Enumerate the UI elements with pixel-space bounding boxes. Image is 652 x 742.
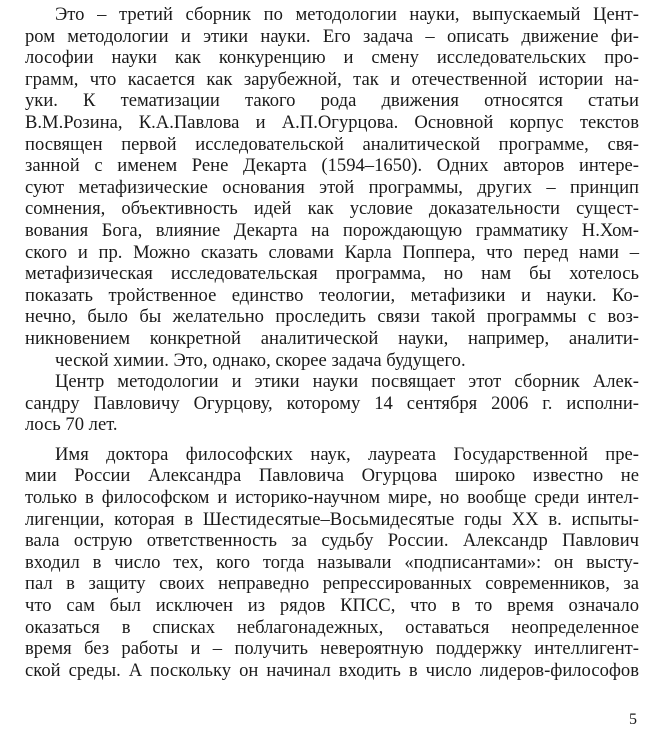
- text-line: мии России Александра Павловича Огурцова широко известно не: [25, 465, 639, 487]
- text-line: сомнения, объективность идей как условие доказательности сущест-: [25, 198, 639, 220]
- text-line: пал в защиту своих неправедно репрессированных современников, за: [25, 573, 639, 595]
- paragraph-intro: [25, 4, 639, 371]
- text-line: никновением конкретной аналитической науки, например, аналити-: [25, 327, 639, 349]
- text-line: только в философском и историко-научном мире, но вообще среди интел-: [25, 487, 639, 509]
- text-line: лось 70 лет.: [25, 414, 118, 436]
- text-line: время без работы и – получить невероятную поддержку интеллигент-: [25, 638, 639, 660]
- text-line: занной с именем Рене Декарта (1594–1650). Одних авторов интере-: [25, 155, 639, 177]
- paragraph-dedication: [25, 371, 639, 436]
- text-line: входил в число тех, кого тогда называли «подписантами»: он высту-: [25, 551, 639, 573]
- text-line: вала острую ответственность за судьбу России. Александр Павлович: [25, 530, 639, 552]
- text-line: сандру Павловичу Огурцову, которому 14 сентября 2006 г. исполни-: [25, 392, 639, 414]
- text-line: ского и пр. Можно сказать словами Карла Поппера, что перед нами –: [25, 241, 639, 263]
- text-body: [25, 4, 639, 681]
- text-line: суют метафизические основания этой программы, других – принцип: [25, 176, 639, 198]
- paragraph-gap: [25, 436, 639, 444]
- text-line: что сам был исключен из рядов КПСС, что в то время означало: [25, 595, 639, 617]
- text-line: ской среды. А поскольку он начинал входить в число лидеров-философов: [25, 659, 639, 681]
- text-line: Имя доктора философских наук, лауреата Государственной пре-: [55, 443, 639, 465]
- text-line: показать тройственное единство теологии, метафизики и науки. Ко-: [25, 284, 639, 306]
- text-line: метафизическая исследовательская программа, но нам бы хотелось: [25, 263, 639, 285]
- text-line: грамм, что касается как зарубежной, так и отечественной истории на-: [25, 68, 639, 90]
- text-line: ром методологии и этики науки. Его задача – описать движение фи-: [25, 25, 639, 47]
- text-line: нечно, было бы желательно проследить связи такой программы с воз-: [25, 306, 639, 328]
- text-line: посвящен первой исследовательской аналитической программе, свя-: [25, 133, 639, 155]
- text-line: лигенции, которая в Шестидесятые–Восьмидесятые годы XX в. испыты-: [25, 508, 639, 530]
- text-line: лософии науки как конкуренцию и смену исследовательских про-: [25, 47, 639, 69]
- text-line: вования Бога, влияние Декарта на порождающую грамматику Н.Хом-: [25, 219, 639, 241]
- page-number: 5: [629, 711, 637, 728]
- text-line: ческой химии. Это, однако, скорее задача будущего.: [55, 349, 466, 371]
- text-line: В.М.Розина, К.А.Павлова и А.П.Огурцова. Основной корпус текстов: [25, 111, 639, 133]
- text-line: Центр методологии и этики науки посвящает этот сборник Алек-: [55, 371, 639, 393]
- text-line: уки. К тематизации такого рода движения относятся статьи: [25, 90, 639, 112]
- text-line: Это – третий сборник по методологии науки, выпускаемый Цент-: [55, 4, 639, 25]
- paragraph-biography: [25, 444, 639, 682]
- text-line: оказаться в списках неблагонадежных, оставаться неопределенное: [25, 616, 639, 638]
